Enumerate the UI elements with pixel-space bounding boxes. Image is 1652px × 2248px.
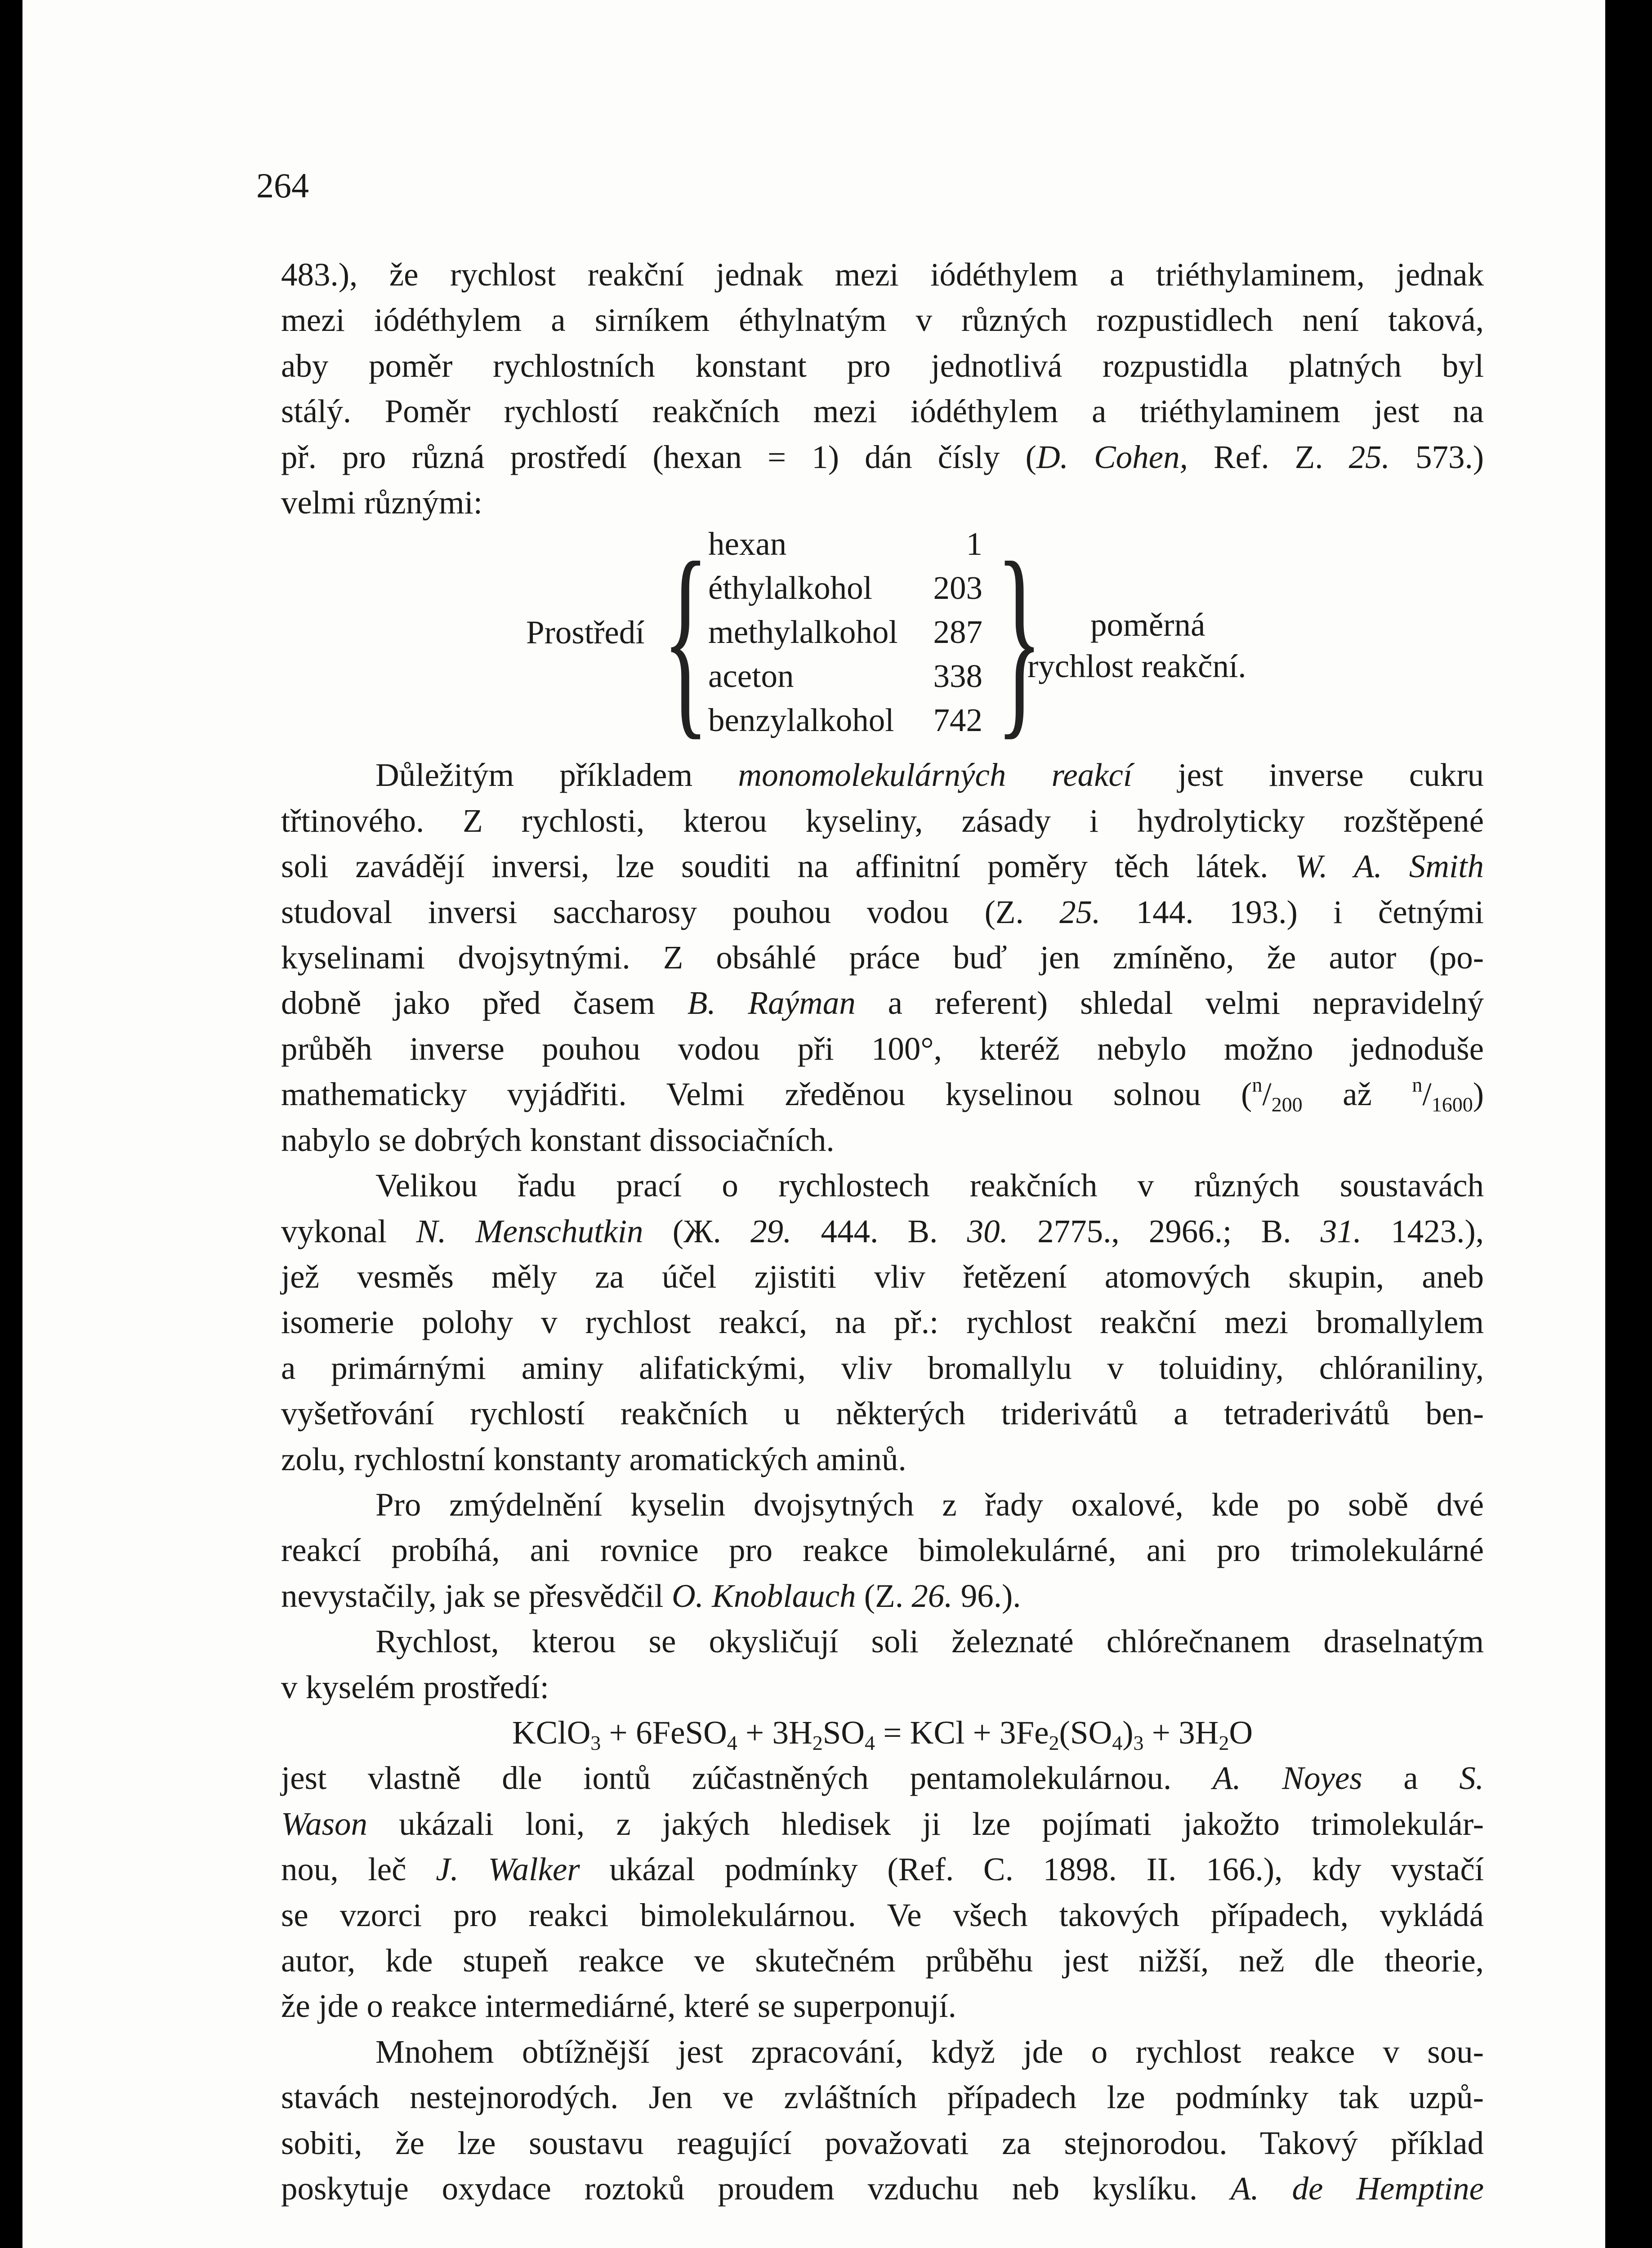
main-text (281, 252, 1484, 2211)
text-line: zolu, rychlostní konstanty aromatických aminů. (281, 1441, 906, 1477)
text-line: mezi iódéthylem a sirníkem éthylnatým v různých rozpustidlech není taková, (281, 302, 1484, 339)
text-line: dobně jako před časem B. Raýman a referent) shledal velmi nepravidelný (281, 985, 1484, 1021)
volume-number: 25. (1348, 438, 1390, 475)
text-line: Wason ukázali loni, z jakých hledisek ji lze pojímati jakožto trimolekulár- (281, 1805, 1484, 1842)
text-line: př. pro různá prostředí (hexan = 1) dán čísly (D. Cohen, Ref. Z. 25. 573.) (281, 438, 1484, 475)
text-line: vykonal N. Menschutkin (Ж. 29. 444. B. 30. 2775., 2966.; B. 31. 1423.), (281, 1213, 1484, 1249)
emphasis: monomolekulárných reakcí (738, 757, 1133, 794)
text-line: reakcí probíhá, ani rovnice pro reakce bimolekulárné, ani pro trimolekulárné (281, 1532, 1484, 1569)
text-line: že jde o reakce intermediárné, které se superponují. (281, 1988, 956, 2025)
text-line: třtinového. Z rychlosti, kterou kyseliny, zásady i hydrolyticky rozštěpené (281, 802, 1484, 839)
text-line: stálý. Poměr rychlostí reakčních mezi iódéthylem a triéthylaminem jest na (281, 393, 1484, 430)
text-line: jest vlastně dle iontů zúčastněných pentamolekulárnou. A. Noyes a S. (281, 1760, 1484, 1797)
text-line: Velikou řadu prací o rychlostech reakčních v různých soustavách (375, 1167, 1484, 1204)
author-name: A. de Hemptine (1230, 2170, 1484, 2207)
text-line: velmi různými: (281, 484, 483, 521)
table-note: rychlost reakční. (1027, 648, 1246, 685)
text-line: vyšetřování rychlostí reakčních u některých triderivátů a tetraderivátů ben- (281, 1395, 1484, 1432)
paragraph-4 (281, 1482, 1484, 1619)
text-line: poskytuje oxydace roztoků proudem vzduchu neb kyslíku. A. de Hemptine (281, 2170, 1484, 2207)
author-name: B. Raýman (687, 985, 856, 1021)
solvent-value: 287 (933, 614, 982, 651)
solvent-name: aceton (708, 658, 794, 695)
text-line: isomerie polohy v rychlost reakcí, na př.: rychlost reakční mezi bromallylem (281, 1304, 1484, 1341)
right-brace: } (996, 518, 1043, 758)
author-name: W. A. Smith (1295, 848, 1484, 885)
text-line: sobiti, že lze soustavu reagující považovati za stejnorodou. Takový příklad (281, 2124, 1484, 2161)
solvent-name: benzylalkohol (708, 702, 894, 739)
text-line: kyselinami dvojsytnými. Z obsáhlé práce buď jen zmíněno, že autor (po- (281, 939, 1484, 976)
text-line: 483.), že rychlost reakční jednak mezi iódéthylem a triéthylaminem, jednak (281, 256, 1484, 293)
author-name: A. Noyes (1212, 1760, 1362, 1797)
volume-number: 25. (1059, 893, 1101, 930)
paragraph-3 (281, 1163, 1484, 1482)
solvent-value: 1 (966, 526, 982, 562)
table-note: poměrná (1090, 607, 1206, 643)
author-name: Wason (281, 1805, 368, 1842)
solvent-value: 203 (933, 570, 982, 607)
solvent-value: 742 (933, 702, 982, 739)
text-line: Důležitým příkladem monomolekulárných reakcí jest inverse cukru (375, 757, 1484, 794)
left-brace: { (662, 518, 709, 758)
page (22, 0, 1605, 2248)
text-line: a primárnými aminy alifatickými, vliv bromallylu v toluidiny, chlóraniliny, (281, 1349, 1484, 1386)
paragraph-2 (281, 752, 1484, 1163)
solvent-name: éthylalkohol (708, 570, 872, 607)
chemical-equation: KClO$_3$ + 6FeSO$_4$ + $3H_2SO_4$ = KCl + $3Fe_2(SO_4)_3 + 3H_2O$ (512, 1714, 1253, 1754)
paragraph-6 (281, 1755, 1484, 2029)
text-line: studoval inversi saccharosy pouhou vodou (Z. 25. 144. 193.) i četnými (281, 893, 1484, 930)
text-line: stavách nestejnorodých. Jen ve zvláštních případech lze podmínky tak uzpů- (281, 2079, 1484, 2116)
text-line: průběh inverse pouhou vodou při 100°, kteréž nebylo možno jednoduše (281, 1030, 1484, 1067)
text-line: se vzorci pro reakci bimolekulárnou. Ve všech takových případech, vykládá (281, 1896, 1484, 1933)
solvent-value: 338 (933, 658, 982, 695)
solvent-name: hexan (708, 526, 787, 562)
text-line: Mnohem obtížnější jest zpracování, když jde o rychlost reakce v sou- (375, 2033, 1484, 2070)
text-line: Pro zmýdelnění kyselin dvojsytných z řady oxalové, kde po sobě dvé (375, 1486, 1484, 1523)
solvent-rate-table (281, 518, 1484, 758)
text-line: v kyselém prostředí: (281, 1668, 549, 1705)
text-line: nou, leč J. Walker ukázal podmínky (Ref. C. 1898. II. 166.), kdy vystačí (281, 1851, 1484, 1888)
page-number: 264 (256, 166, 309, 205)
text-line: autor, kde stupeň reakce ve skutečném průběhu jest nižší, než dle theorie, (281, 1942, 1484, 1979)
paragraph-1 (281, 252, 1484, 525)
author-name: D. Cohen, (1036, 438, 1188, 475)
solvent-name: methylalkohol (708, 614, 898, 651)
paragraph-5 (281, 1619, 1484, 1710)
text-line: mathematicky vyjádřiti. Velmi zředěnou kyselinou solnou ($^n/_{200}$ až $^n/_{1600}$) (281, 1073, 1484, 1116)
author-name: O. Knoblauch (671, 1577, 856, 1614)
table-label: Prostředí (526, 614, 645, 651)
text-line: jež vesměs měly za účel zjistiti vliv řetězení atomových skupin, aneb (281, 1258, 1484, 1295)
text-line: nevystačily, jak se přesvědčil O. Knoblauch (Z. 26. 96.). (281, 1577, 1021, 1614)
paragraph-7 (281, 2029, 1484, 2212)
text-line: nabylo se dobrých konstant dissociačních. (281, 1121, 835, 1158)
text-line: soli zavádějí inversi, lze souditi na affinitní poměry těch látek. W. A. Smith (281, 848, 1484, 885)
text-line: Rychlost, kterou se okysličují soli železnaté chlórečnanem draselnatým (375, 1623, 1484, 1660)
text-line: aby poměr rychlostních konstant pro jednotlivá rozpustidla platných byl (281, 347, 1484, 384)
author-name: N. Menschutkin (416, 1213, 643, 1249)
author-name: J. Walker (436, 1851, 580, 1888)
